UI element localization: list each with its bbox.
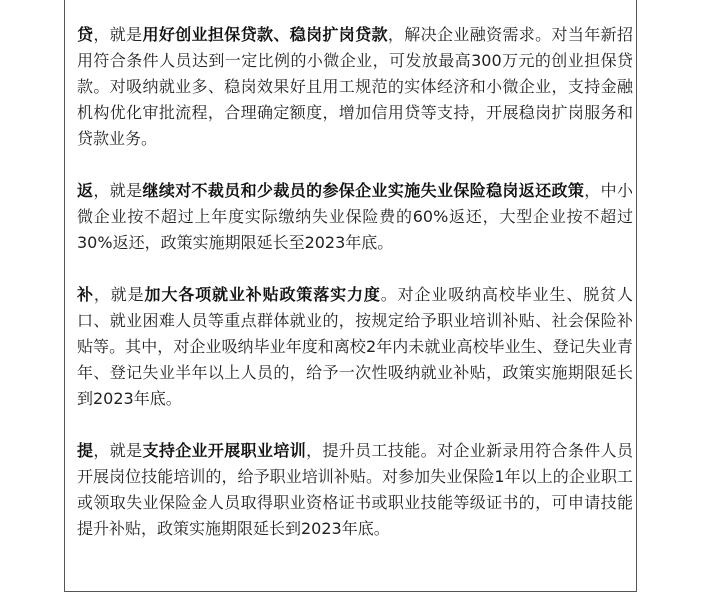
paragraph-connector: ，就是 bbox=[93, 441, 143, 460]
article-content bbox=[77, 22, 633, 568]
paragraph-keyword: 贷 bbox=[77, 25, 94, 44]
paragraph-training bbox=[77, 438, 633, 542]
paragraph-keyword: 返 bbox=[77, 181, 94, 200]
paragraph-policy: 支持企业开展职业培训 bbox=[142, 441, 307, 460]
paragraph-keyword: 补 bbox=[77, 285, 94, 304]
paragraph-loan bbox=[77, 22, 633, 152]
paragraph-body: 。对企业吸纳高校毕业生、脱贫人口、就业困难人员等重点群体就业的，按规定给予职业培训补贴、社会保险补贴等。其中，对企业吸纳毕业年度和离校2年内未就业高校毕业生、登记失业青年、登记失业半年以上人员的，给予一次性吸纳就业补贴，政策实施期限延长到2023年底。 bbox=[77, 285, 633, 408]
paragraph-policy: 继续对不裁员和少裁员的参保企业实施失业保险稳岗返还政策 bbox=[142, 181, 585, 200]
paragraph-policy: 用好创业担保贷款、稳岗扩岗贷款 bbox=[142, 25, 388, 44]
paragraph-body: ，中小微企业按不超过上年度实际缴纳失业保险费的60%返还，大型企业按不超过30%返还，政策实施期限延长至2023年底。 bbox=[77, 181, 633, 252]
paragraph-connector: ，就是 bbox=[93, 181, 143, 200]
paragraph-connector: ，就是 bbox=[93, 25, 143, 44]
paragraph-connector: ，就是 bbox=[93, 285, 145, 304]
paragraph-refund bbox=[77, 178, 633, 256]
paragraph-body: ，解决企业融资需求。对当年新招用符合条件人员达到一定比例的小微企业，可发放最高300万元的创业担保贷款。对吸纳就业多、稳岗效果好且用工规范的实体经济和小微企业，支持金融机构优化审批流程，合理确定额度，增加信用贷等支持，开展稳岗扩岗服务和贷款业务。 bbox=[77, 25, 633, 148]
article-frame bbox=[64, 0, 637, 592]
paragraph-keyword: 提 bbox=[77, 441, 94, 460]
paragraph-body: ，提升员工技能。对企业新录用符合条件人员开展岗位技能培训的，给予职业培训补贴。对参加失业保险1年以上的企业职工或领取失业保险金人员取得职业资格证书或职业技能等级证书的，可申请技能提升补贴，政策实施期限延长到2023年底。 bbox=[77, 441, 633, 538]
paragraph-policy: 加大各项就业补贴政策落实力度 bbox=[144, 285, 381, 304]
paragraph-subsidy bbox=[77, 282, 633, 412]
